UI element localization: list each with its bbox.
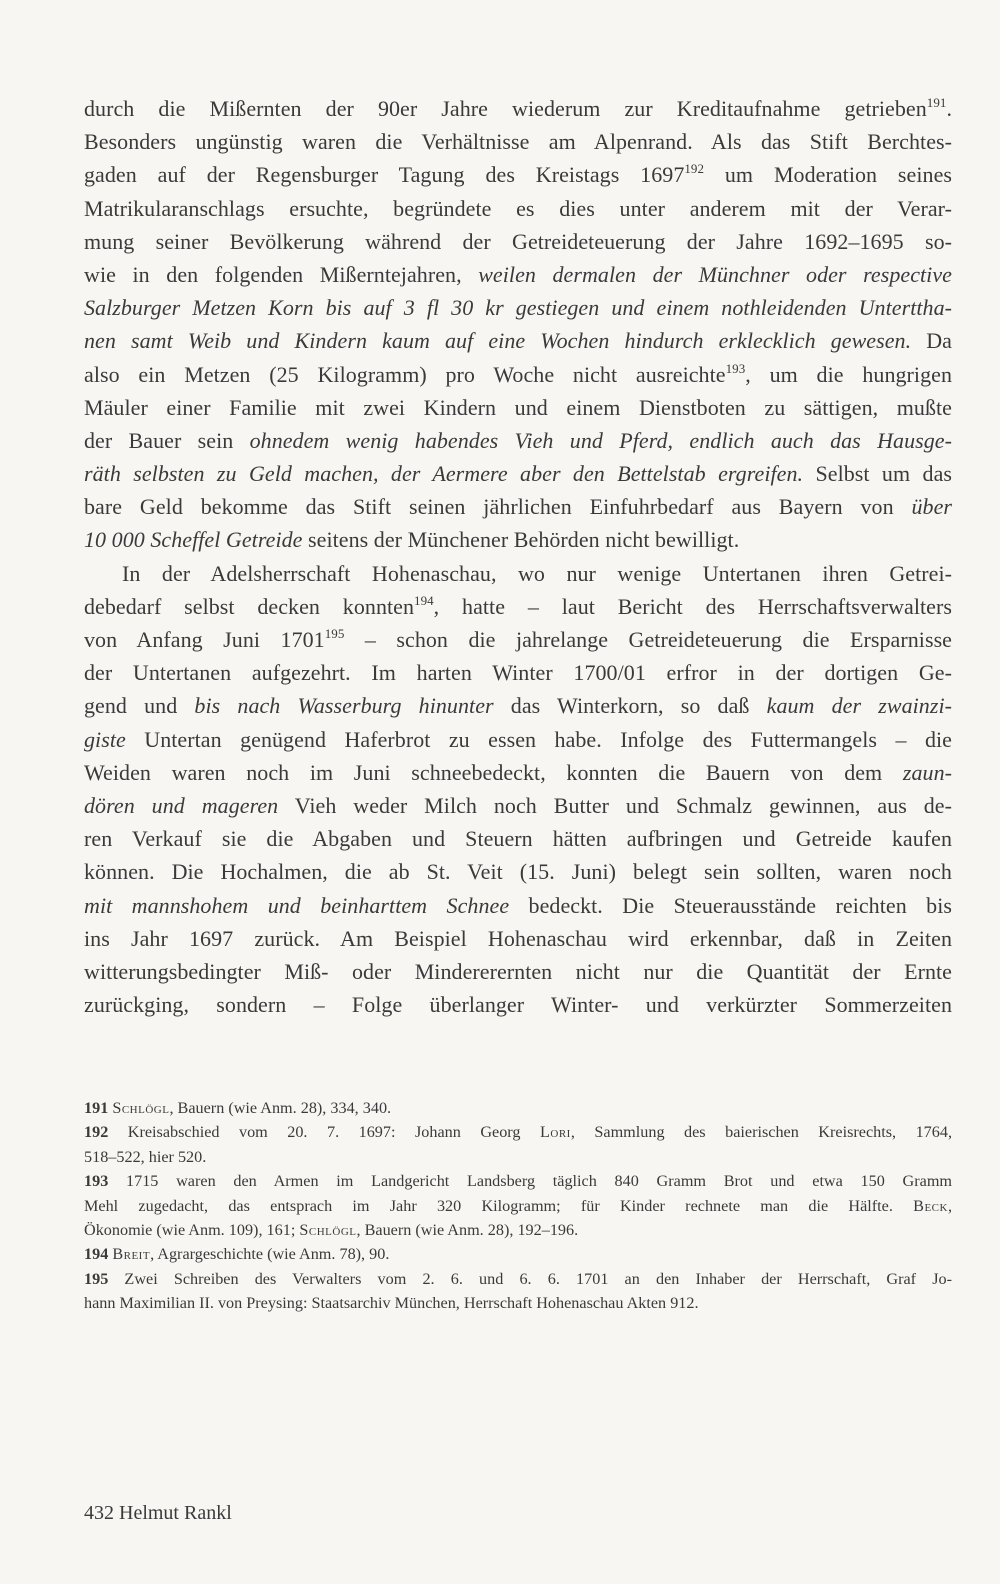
- text-line: [84, 358, 952, 391]
- text-line: [84, 192, 952, 225]
- text-line: [84, 557, 952, 590]
- footnote: [84, 1267, 952, 1316]
- text-run: also ein Metzen (25 Kilogramm) pro Woche nicht ausreichte: [84, 361, 726, 387]
- text-run: das Winterkorn, so daß: [493, 693, 767, 719]
- text-run: .: [946, 96, 952, 121]
- italic-quote: Salzburger Metzen Korn bis auf 3 fl 30 kr gestiegen und einem nothleidenden Unterttha-: [84, 295, 952, 321]
- footnote-line: [84, 1291, 952, 1315]
- text-run: Besonders ungünstig waren die Verhältnisse am Alpenrand. Als das Stift Berchtes-: [84, 129, 952, 155]
- text-run: zurückging, sondern – Folge überlanger Winter- und verkürzter Sommerzeiten: [84, 992, 952, 1018]
- author-citation: Breit: [112, 1245, 151, 1264]
- italic-quote: mit mannshohem und beinharttem Schnee: [84, 892, 510, 918]
- text-run: Matrikularanschlags ersuchte, begründete es dies unter anderem mit der Verar-: [84, 195, 952, 221]
- footnote-line: [84, 1145, 952, 1169]
- italic-quote: bis nach Wasserburg hinunter: [194, 693, 494, 719]
- text-line: [84, 855, 952, 888]
- page-number: 432: [84, 1502, 114, 1524]
- text-line: [84, 623, 952, 656]
- author-citation: Schlögl: [112, 1099, 170, 1117]
- text-run: , Bauern (wie Anm. 28), 334, 340.: [169, 1099, 392, 1117]
- italic-quote: giste: [84, 726, 126, 752]
- footnote: [84, 1096, 952, 1120]
- main-text: [84, 92, 952, 1021]
- text-run: wie in den folgenden Mißerntejahren,: [84, 261, 479, 287]
- text-line: [84, 889, 952, 922]
- footnote-line: [84, 1218, 952, 1242]
- text-run: Zwei Schreiben des Verwalters vom 2. 6. und 6. 6. 1701 an den Inhaber der Herrschaft, Graf Jo-: [108, 1269, 952, 1288]
- text-line: [84, 523, 952, 556]
- italic-quote: nen samt Weib und Kindern kaum auf eine Wochen hindurch erklecklich gewesen.: [84, 328, 912, 354]
- text-run: 518–522, hier 520.: [84, 1147, 207, 1166]
- footnotes: [84, 1096, 952, 1316]
- author-citation: Beck: [913, 1196, 948, 1215]
- footnote: [84, 1169, 952, 1242]
- text-line: [84, 656, 952, 689]
- text-run: Kreisabschied vom 20. 7. 1697: Johann Georg: [108, 1123, 540, 1142]
- text-line: [84, 92, 952, 125]
- text-line: [84, 789, 952, 822]
- text-run: gaden auf der Regensburger Tagung des Kreistags 1697: [84, 162, 685, 188]
- text-line: [84, 457, 952, 490]
- text-run: der Untertanen aufgezehrt. Im harten Winter 1700/01 erfror in der dortigen Ge-: [84, 660, 952, 686]
- text-line: [84, 424, 952, 457]
- text-run: ins Jahr 1697 zurück. Am Beispiel Hohenaschau wird erkennbar, daß in Zeiten: [84, 925, 952, 951]
- italic-quote: dören und mageren: [84, 792, 279, 818]
- author-citation: Schlögl: [299, 1220, 357, 1239]
- italic-quote: räth selbsten zu Geld machen, der Aermere aber den Bettelstab ergreifen.: [84, 461, 804, 487]
- footnote-number: 192: [84, 1123, 109, 1142]
- text-run: bare Geld bekomme das Stift seinen jährlichen Einfuhrbedarf aus Bayern von: [84, 494, 912, 520]
- text-run: Da: [911, 328, 952, 354]
- text-line: [84, 955, 952, 988]
- text-run: durch die Mißernten der 90er Jahre wiederum zur Kreditaufnahme getrieben: [84, 96, 927, 121]
- text-run: In der Adelsherrschaft Hohenaschau, wo nur wenige Untertanen ihren Getrei-: [122, 560, 952, 586]
- footnote-line: [84, 1194, 952, 1218]
- text-line: [84, 258, 952, 291]
- text-line: [84, 158, 952, 191]
- footnote-reference[interactable]: 193: [725, 360, 746, 376]
- text-run: ,: [947, 1196, 952, 1215]
- text-line: [84, 922, 952, 955]
- footnote-line: [84, 1120, 952, 1144]
- footnote-number: 193: [84, 1172, 109, 1191]
- text-line: [84, 490, 952, 523]
- text-run: von Anfang Juni 1701: [84, 627, 325, 652]
- footnote-line: [84, 1267, 952, 1291]
- text-run: Vieh weder Milch noch Butter und Schmalz gewinnen, aus de-: [278, 792, 952, 818]
- text-line: [84, 723, 952, 756]
- text-run: können. Die Hochalmen, die ab St. Veit (15. Juni) belegt sein sollten, waren noch: [84, 859, 952, 885]
- footnote-number: 191: [84, 1099, 109, 1117]
- text-line: [84, 225, 952, 258]
- author-name: Helmut Rankl: [119, 1502, 232, 1524]
- footnote-reference[interactable]: 192: [684, 161, 705, 177]
- text-run: witterungsbedingter Miß- oder Mindererernten nicht nur die Quantität der Ernte: [84, 958, 952, 984]
- text-run: Ökonomie (wie Anm. 109), 161;: [84, 1220, 300, 1239]
- footnote-line: [84, 1169, 952, 1193]
- text-run: , Sammlung des baierischen Kreisrechts, 1764,: [570, 1123, 952, 1142]
- italic-quote: 10 000 Scheffel Getreide: [84, 527, 303, 553]
- page-footer: [84, 1500, 232, 1526]
- text-run: Untertan genügend Haferbrot zu essen habe. Infolge des Futtermangels – die: [125, 726, 952, 752]
- text-line: [84, 756, 952, 789]
- italic-quote: zaun-: [902, 759, 952, 785]
- text-run: , Bauern (wie Anm. 28), 192–196.: [356, 1220, 579, 1239]
- text-run: , Agrargeschichte (wie Anm. 78), 90.: [150, 1245, 390, 1264]
- text-line: [84, 391, 952, 424]
- italic-quote: über: [911, 494, 952, 520]
- footnote-number: 195: [84, 1269, 109, 1288]
- text-line: [84, 590, 952, 623]
- italic-quote: weilen dermalen der Münchner oder respective: [478, 261, 952, 287]
- footnote-line: [84, 1096, 952, 1120]
- text-run: Selbst um das: [803, 461, 952, 487]
- footnote-reference[interactable]: 194: [414, 592, 434, 608]
- italic-quote: kaum der zwainzi-: [766, 693, 953, 719]
- text-line: [84, 822, 952, 855]
- text-line: [84, 689, 952, 722]
- footnote-number: 194: [84, 1245, 109, 1264]
- text-line: [84, 291, 952, 324]
- text-run: 1715 waren den Armen im Landgericht Landsberg täglich 840 Gramm Brot und etwa 150 Gramm: [108, 1172, 952, 1191]
- text-run: um Moderation seines: [704, 162, 952, 188]
- footnote-line: [84, 1242, 952, 1266]
- text-run: Mehl zugedacht, das entsprach im Jahr 320 Kilogramm; für Kinder rechnete man die Hälfte.: [84, 1196, 914, 1215]
- text-line: [84, 324, 952, 357]
- text-run: , hatte – laut Bericht des Herrschaftsverwalters: [433, 593, 952, 619]
- text-run: bedeckt. Die Steuerausstände reichten bis: [509, 892, 952, 918]
- footnote-reference[interactable]: 195: [324, 626, 345, 641]
- text-run: der Bauer sein: [84, 427, 250, 453]
- author-citation: Lori: [540, 1123, 571, 1142]
- text-run: gend und: [84, 693, 195, 719]
- text-run: ren Verkauf sie die Abgaben und Steuern hätten aufbringen und Getreide kaufen: [84, 826, 952, 852]
- text-line: [84, 988, 952, 1021]
- text-run: Mäuler einer Familie mit zwei Kindern und einem Dienstboten zu sättigen, mußte: [84, 394, 952, 420]
- footnote-reference[interactable]: 191: [926, 95, 947, 110]
- text-run: Weiden waren noch im Juni schneebedeckt, konnten die Bauern von dem: [84, 759, 903, 785]
- italic-quote: ohnedem wenig habendes Vieh und Pferd, endlich auch das Hausge-: [249, 427, 952, 453]
- text-run: debedarf selbst decken konnten: [84, 593, 415, 619]
- text-run: mung seiner Bevölkerung während der Getreideteuerung der Jahre 1692–1695 so-: [84, 228, 952, 254]
- text-run: – schon die jahrelange Getreideteuerung die Ersparnisse: [344, 627, 952, 652]
- text-run: hann Maximilian II. von Preysing: Staatsarchiv München, Herrschaft Hohenaschau Akten 912.: [84, 1294, 699, 1313]
- text-run: , um die hungrigen: [745, 361, 952, 387]
- text-line: [84, 125, 952, 158]
- footnote: [84, 1120, 952, 1169]
- text-run: seitens der Münchener Behörden nicht bewilligt.: [302, 527, 740, 553]
- footnote: [84, 1242, 952, 1266]
